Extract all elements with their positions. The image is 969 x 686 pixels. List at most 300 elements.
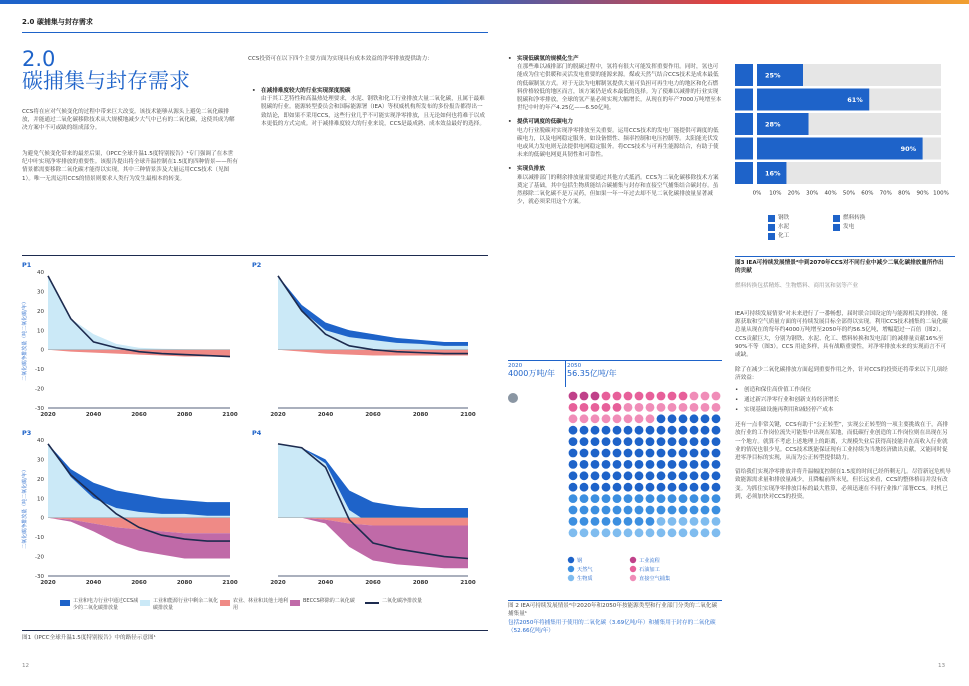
y-axis-label: 二氧化碳净排放量（吨二氧化碳/年） [22,299,28,381]
fig3-caption: 图3 IEA可持续发展情景²中到2070年CCS对不同行业中减少二氧化碳排放量所作出的贡献 [735,260,944,275]
capture-dot [646,528,655,537]
page-title: 碳捕集与封存需求 [22,69,190,93]
capture-dot [679,392,688,401]
capture-dot [635,506,644,515]
x-tick-label: 2100 [222,580,238,586]
capture-dot [646,517,655,526]
bar-tick-label: 60% [861,190,874,197]
bar-tick-label: 30% [806,190,819,197]
bar-icon-fuel-switch-icon [735,89,753,111]
x-tick-label: 2060 [131,580,147,586]
capture-dot [602,414,611,423]
capture-dot [690,426,699,435]
capture-dot [701,414,710,423]
dot-legend-swatch [630,575,636,581]
capture-dot [602,483,611,492]
capture-dot [701,449,710,458]
x-tick-label: 2100 [460,580,476,586]
capture-dot [712,437,721,446]
capture-dot [701,437,710,446]
capture-dot [602,449,611,458]
bar-icon-cement-icon [735,113,753,135]
legend-item-fuel: 燃料转换 [833,214,898,222]
fig1-bottom-rule [22,630,488,631]
x-tick-label: 2020 [40,412,56,418]
legend-item-cement: 水泥 [768,223,833,231]
x-tick-label: 2040 [85,412,102,418]
capture-dot [635,449,644,458]
capture-dot [624,403,633,412]
ipcc-pathways-chart [16,256,494,648]
capture-dot [569,528,578,537]
bullet-title-decarbonize: • 在减排难度较大的行业实现深度脱碳 [252,87,488,95]
panel-P2 [252,261,476,418]
dot-legend-label: 石油加工 [639,567,660,573]
residual-area [48,276,230,350]
capture-dot [690,494,699,503]
capture-dot [591,437,600,446]
capture-dot [679,403,688,412]
capture-dot [690,506,699,515]
capture-dot [580,392,589,401]
capture-dot [646,494,655,503]
capture-dot [657,437,666,446]
x-tick-label: 2040 [317,412,334,418]
bar-value-label: 25% [765,71,781,80]
capture-dot [679,460,688,469]
capture-dot [580,494,589,503]
x-tick-label: 2100 [460,412,476,418]
capture-dot [657,403,666,412]
bar-tick-label: 50% [842,190,856,197]
capture-dot [569,506,578,515]
capture-dot [646,471,655,480]
capture-dot [712,426,721,435]
panel-label: P4 [252,429,262,437]
capture-dot [602,517,611,526]
capture-dot [679,517,688,526]
capture-dot [690,471,699,480]
capture-dot [580,460,589,469]
y-tick-label: 40 [37,438,44,444]
x-tick-label: 2080 [412,580,429,586]
legend-residual: 工业和能源行业中剩余二氧化碳排放量 [140,598,220,612]
capture-dot [690,449,699,458]
fig2-rule [508,600,722,601]
x-tick-label: 2040 [317,580,334,586]
page-number-left: 12 [22,663,30,669]
x-tick-label: 2020 [270,412,286,418]
capture-dot [613,426,622,435]
capture-dot [646,426,655,435]
capture-dot [690,460,699,469]
capture-dot [657,506,666,515]
capture-dot [668,517,677,526]
y-tick-label: -30 [35,406,44,412]
bullet-body-negative: 难以减排部门的剩余排放量需要通过其他方式抵消。CCS为二氧化碳移除技术方案奠定了基础，其中包括生物质能结合碳捕集与封存和直接空气捕集结合碳封存。虽然移除二氧化碳不是万灵药，但如果一年一年过去却不见二氧化碳排放量显著减少，就必须采用这个方案。 [517,174,719,206]
capture-dot [635,528,644,537]
year-2020-label: 2020 [508,363,523,369]
fig1-legend [60,598,490,612]
capture-dot [613,403,622,412]
capture-dot [712,449,721,458]
capture-dot [657,426,666,435]
capture-dot [624,449,633,458]
capture-dot [613,414,622,423]
right-bullets [508,55,722,206]
fig1-caption: 图1《IPCC全球升温1.5度特别报告》中的路径示意图¹ [22,635,156,641]
capture-dot [580,426,589,435]
header-rule [22,32,488,33]
capture-dot [679,426,688,435]
benefit-item-1: • 创造和保住高价值工作岗位 [735,386,951,394]
benefits-intro: 除了在减少二氧化碳排放方面起到重要作用之外，针对CCS的投资还将带来以下几项经济效益： [735,367,948,382]
y-tick-label: 0 [40,347,44,354]
capture-dot [635,494,644,503]
capture-dot [712,392,721,401]
x-tick-label: 2080 [412,412,429,418]
y-tick-label: 30 [37,457,44,464]
y-tick-label: 30 [37,289,44,296]
capture-dot [613,506,622,515]
iea-scenario-paragraph: IEA可持续发展情景²对未来进行了一番畅想，届时联合国设定的与能源相关的排放、能源获取和空气质量方面的可持续发展目标全部得以实现。利用CCS技术捕集的二氧化碳总量从现在的每年约4000万吨增至2050年的约56.5亿吨，增幅超过一百倍（图2）。CCS贡献巨大，分别为钢铁、水泥、化工、燃料转换和发电部门的减排量贡献16%至90%不等（图3）。CCS 用途多样，具有战略重要性，对净零排放未来的实现而言不可或缺。 [735,311,948,359]
capture-dot [602,506,611,515]
x-tick-label: 2060 [365,412,381,418]
y-tick-label: 10 [37,328,44,335]
fig2-note: 包括2050年将捕集用于使用的二氧化碳（3.69亿吨/年）和捕集用于封存的二氧化碳（52.66亿吨/年） [508,620,716,635]
capture-dot [624,414,633,423]
dot-legend-label: 直接空气捕集 [639,576,671,582]
capture-dot [635,483,644,492]
bar-tick-label: 40% [824,190,837,197]
benefit-item-2: • 通过新兴净零行业和创新支持经济增长 [735,396,951,404]
capture-dot [613,392,622,401]
capture-dot [668,528,677,537]
y-tick-label: 0 [40,515,44,522]
top-gradient-bar [0,0,969,4]
y-tick-label: -30 [35,574,44,580]
dot-2020 [508,393,518,403]
panel-label: P2 [252,261,262,269]
capture-dot [591,506,600,515]
capture-dot [701,494,710,503]
capture-dot [580,528,589,537]
capture-dot [657,392,666,401]
capture-dot [591,483,600,492]
capture-dot [679,528,688,537]
capture-dot [613,483,622,492]
capture-dot [613,471,622,480]
capture-dot [591,449,600,458]
x-tick-label: 2080 [176,412,193,418]
bar-value-label: 28% [765,120,781,129]
bullet-body-decarbonize: 由于其工艺特性和高温热处理要求，水泥、钢铁和化工行业排放大量二氧化碳，且属于最难脱碳的行业。能源转型委员会和国际能源署（IEA）等权威机构所发布的多份报告都得出一致结论，即如果不采用CCS，这些行业几乎不可能实现净零排放，且无论如何也将难于以成本更低的方式完成。对于减排难度较大的行业来说，CCS是最成熟、成本效益最好的选择。 [261,96,485,127]
capture-dot [569,437,578,446]
bar-value-label: 90% [900,145,917,153]
capture-dot [657,471,666,480]
capture-dot-chart [505,388,725,598]
capture-dot [657,528,666,537]
capture-dot [668,506,677,515]
fuel-switch-icon [833,215,840,222]
capture-dot [580,414,589,423]
bar-legend [768,214,928,241]
panel-P3 [21,429,238,586]
capture-dot [602,460,611,469]
capture-dot [712,494,721,503]
bullet-body-power: 电力行业脱碳对实现净零排放至关重要。运用CCS技术的发电厂能提供可调度的低碳电力，以及电网稳定服务，如设备惯性、频率控制和电压控制等。太阳能光伏发电或风力发电则无法提供电网稳定服务。将CCS技术与可再生能源结合，有助于使未来的低碳电网更具韧性和可靠性。 [517,127,719,159]
capture-dot [591,426,600,435]
capture-dot [668,426,677,435]
dot-legend-swatch [568,566,574,572]
benefit-item-3: • 实现基础设施再利用和减轻停产成本 [735,406,951,414]
capture-dot [679,483,688,492]
investment-intro: CCS投资可在以下四个主要方面为实现具有成本效益的净零排放提供助力： [248,56,433,62]
capture-dot [712,403,721,412]
x-tick-label: 2060 [131,412,147,418]
capture-dot [602,403,611,412]
capture-dot [569,403,578,412]
x-tick-label: 2100 [222,412,238,418]
capture-dot [613,449,622,458]
capture-dot [569,471,578,480]
bullet-body-hydrogen: 在那些难以减排部门的脱碳过程中，氢将有很大可能发挥重要作用。同时，氢也可能成为住宅供暖和灵活发电重要的能源来源。煤或天然气结合CCS技术是成本最低的低碳制氢方式。对于无法为电解制氢提供大量可负担可再生电力的地区和化石燃料价格较低的地区而言，该方案仍是成本最低的选择。为了使难以减排的行业实现脱碳和净零排放，全球的氢产量必须实现大幅增长，从现在的年产7000万吨增至本世纪中叶的年产4.25亿——6.50亿吨。 [517,64,722,112]
capture-dot [679,414,688,423]
capture-dot [602,528,611,537]
capture-dot [712,506,721,515]
dot-legend-label: 天然气 [577,567,593,573]
section-number: 2.0 [22,47,56,71]
panel-label: P1 [22,261,32,269]
y-tick-label: -20 [35,386,44,393]
legend-afolu: 农业、林业和其他土地利用 [220,598,290,612]
capture-dot [635,471,644,480]
capture-dot [580,483,589,492]
capture-dot [690,437,699,446]
capture-dot [701,483,710,492]
capture-dot [668,483,677,492]
ipcc-paragraph: 为避免气候变化带来的最差后果，《IPCC全球升温1.5度特别报告》¹专门强调了在本世纪中叶实现净零排放的重要性。该报告提出将全球升温控制在1.5度的四种情景——所有情景都需要移除二氧化碳才能得以实现，其中三种情景涉及大量运用CCS技术（见图1）。唯一无需运用CCS的情景则要求人类行为发生最根本的转变。 [22,151,238,182]
capture-dot [712,517,721,526]
bar-value-label: 61% [847,96,863,104]
capture-dot [657,483,666,492]
x-tick-label: 2060 [365,580,381,586]
capture-dot [712,414,721,423]
capture-dot [657,494,666,503]
bar-tick-label: 20% [787,190,800,197]
year-2050-label: 2050 [567,363,582,369]
capture-dot [701,392,710,401]
capture-dot [668,471,677,480]
legend-item-steel: 钢铁 [768,214,833,222]
capture-dot [613,437,622,446]
fig2-divider [565,361,566,387]
capture-dot [591,494,600,503]
bar-icon-power-icon [735,138,753,160]
capture-dot [591,414,600,423]
capture-dot [580,517,589,526]
capture-dot [712,471,721,480]
bar-tick-label: 0% [752,190,762,197]
capture-dot [646,392,655,401]
y-tick-label: 40 [37,270,44,276]
capture-dot [701,471,710,480]
cement-icon [768,224,775,231]
capture-dot [701,426,710,435]
capture-dot [580,506,589,515]
bar-icon-steel-icon [735,64,753,86]
capture-dot [690,403,699,412]
dot-legend-swatch [568,557,574,563]
capture-dot [701,517,710,526]
capture-dot [701,460,710,469]
capture-dot [646,449,655,458]
capture-dot [690,414,699,423]
capture-dot [657,517,666,526]
fig2-caption: 图 2 IEA可持续发展情景²中2020年和2050年按能源类型和行业部门分类的二氧化碳捕集量¹ [508,603,718,618]
capture-dot [624,494,633,503]
capture-dot [668,414,677,423]
capture-dot [679,449,688,458]
capture-dot [569,426,578,435]
capture-dot [569,392,578,401]
capture-dot [569,414,578,423]
capture-dot [624,426,633,435]
x-tick-label: 2040 [85,580,102,586]
chemical-icon [768,233,775,240]
y-tick-label: 20 [37,308,44,315]
dot-legend-label: 工业流程 [639,558,660,564]
capture-dot [569,460,578,469]
capture-dot [591,460,600,469]
capture-dot [635,403,644,412]
fig2-top-rule [508,360,722,361]
capture-dot [635,517,644,526]
y-tick-label: -20 [35,554,44,561]
right-body [735,310,951,501]
intro-paragraph: CCS将在应对气候变化的过程中带来巨大改变。该技术能够从源头上避免二氧化碳排放，并能通过二氧化碳移除技术从大规模地减少大气中已有的二氧化碳，这使其成为解决方案中不可或缺的组成部分。 [22,109,235,132]
bullet-title-negative: • 实现负排放 [508,165,722,173]
capture-dot [613,528,622,537]
capture-dot [668,437,677,446]
x-tick-label: 2020 [270,580,286,586]
y-tick-label: -10 [35,535,44,542]
capture-dot [701,528,710,537]
capture-dot [712,483,721,492]
x-tick-label: 2080 [176,580,193,586]
capture-dot [646,437,655,446]
just-transition-paragraph: 还有一点非常关键，CCS有助于“公正转型”，实现公正转型的一项主要挑战在于，高排放行业的工作岗位流失可能集中出现在某地，而低碳行业创造的工作岗位则在出现在另一个地方。就算不考虑上述地理上的距离，大规模失业后获得高技能并在高收入行业就业的情况也很少见。CCS技术既能保证现有工业持续为当地经济做出贡献，又能同时促进零净目标的实现，从而为公正转型提供助力。 [735,422,948,462]
bar-value-label: 16% [765,169,781,178]
capture-dot [624,460,633,469]
capture-dot [602,437,611,446]
capture-dot [624,506,633,515]
capture-dot [602,494,611,503]
capture-dot [580,449,589,458]
capture-dot [679,506,688,515]
capture-dot [646,483,655,492]
capture-dot [690,517,699,526]
capture-dot [701,506,710,515]
bar-tick-label: 100% [933,190,949,197]
capture-dot [602,426,611,435]
capture-dot [712,528,721,537]
bar-icon-chemical-icon [735,162,753,184]
fig3-note: 燃料转换包括精炼、生物燃料、商用氢和氨等产业 [735,283,859,289]
capture-dot [624,471,633,480]
capture-dot [591,392,600,401]
value-2020: 4000万吨/年 [508,369,556,378]
dot-legend-swatch [568,575,574,581]
capture-dot [668,460,677,469]
capture-dot [602,392,611,401]
capture-dot [624,517,633,526]
capture-dot [668,494,677,503]
capture-dot [646,506,655,515]
bullet-title-hydrogen: • 实现低碳氢的规模化生产 [508,55,722,63]
fig3-rule [735,256,955,257]
legend-beccs: BECCS移除的二氧化碳 [290,598,365,612]
panel-P1 [21,261,238,418]
steel-icon [768,215,775,222]
section-header: 2.0 碳捕集与封存需求 [22,18,93,26]
capture-dot [635,460,644,469]
capture-dot [591,528,600,537]
bar-tick-label: 80% [898,190,911,197]
capture-dot [646,414,655,423]
y-tick-label: 20 [37,476,44,483]
capture-dot [635,414,644,423]
capture-dot [624,483,633,492]
capture-dot [668,449,677,458]
capture-dot [624,528,633,537]
capture-dot [690,528,699,537]
value-2050: 56.35亿吨/年 [567,369,617,378]
legend-item-chemical: 化工 [768,232,833,240]
bar-发电 [757,138,923,160]
conclusion-paragraph: 留给我们实现净零排放并将升温幅度控制在1.5度的时间已经所剩无几。尽管新冠危机导致能源需求量和排放量减少，且降幅前所未见，但长远来看，CCS的整体格局并没有改变。为抓住实现净零排放目标的最大胜算，必须迅速在不同行业推广部署CCS。时机已到，必须加快对CCS的投资。 [735,469,951,500]
capture-dot [591,471,600,480]
capture-dot [646,403,655,412]
y-axis-label: 二氧化碳净排放量（吨二氧化碳/年） [22,467,28,549]
capture-dot [569,517,578,526]
capture-dot [679,437,688,446]
capture-dot [580,403,589,412]
capture-dot [646,460,655,469]
capture-dot [580,471,589,480]
capture-dot [591,403,600,412]
capture-dot [613,494,622,503]
dot-legend-swatch [630,566,636,572]
capture-dot [668,403,677,412]
bar-tick-label: 90% [916,190,929,197]
capture-dot [657,414,666,423]
capture-dot [712,460,721,469]
capture-dot [569,483,578,492]
capture-dot [591,517,600,526]
capture-dot [569,449,578,458]
capture-dot [701,403,710,412]
capture-dot [668,392,677,401]
legend-item-power: 发电 [833,223,898,231]
capture-dot [580,437,589,446]
power-icon [833,224,840,231]
legend-ccs: 工业和电力行业中通过CCS减少的二氧化碳排放量 [60,598,140,612]
capture-dot [635,426,644,435]
capture-dot [635,392,644,401]
bar-tick-label: 10% [769,190,782,197]
bullet-title-power: • 提供可调度的低碳电力 [508,118,722,126]
